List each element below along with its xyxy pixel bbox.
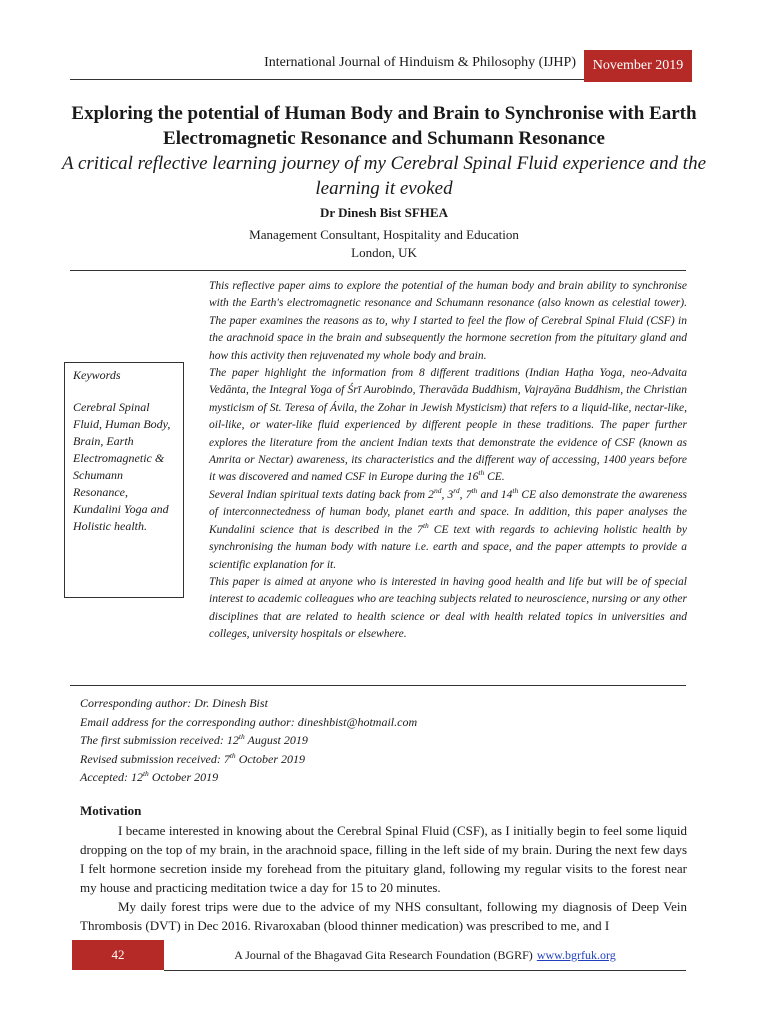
accepted-date: Accepted: 12th October 2019 [80, 769, 219, 784]
keywords-heading: Keywords [73, 368, 121, 382]
first-submission: The first submission received: 12th August 2019 [80, 732, 308, 747]
affiliation-line-1: Management Consultant, Hospitality and Education [249, 227, 519, 242]
paper-title: Exploring the potential of Human Body and Brain to Synchronise with Earth Electromagnetic Resonance and Schumann Resonance [71, 103, 697, 149]
paper-subtitle: A critical reflective learning journey of my Cerebral Spinal Fluid experience and the learning it evoked [61, 153, 707, 199]
abstract-top-rule [70, 270, 686, 271]
author-name: Dr Dinesh Bist SFHEA [320, 205, 448, 220]
section-heading: Motivation [80, 803, 142, 818]
body-paragraph-2: My daily forest trips were due to the advice of my NHS consultant, following my diagnosis of Deep Vein Thrombosis (DVT) in Dec 2016. Rivaroxaban (blood thinner medication) was prescribed to me, and I [80, 899, 687, 933]
footer-link[interactable]: www.bgrfuk.org [536, 947, 616, 962]
abstract-paragraph-2: The paper highlight the information from 8 different traditions (Indian Haṭha Yoga, neo-Advaita Vedānta, the Integral Yoga of Śrī Aurobindo, Theravāda Buddhism, Vajrayāna Buddhism, the Christian mysticism of St. Teresa of Ávila, the Zohar in Jewish Mysticism) that refers to a liquid-like, nectar-like, oil-like, or water-like fluid experienced by different people in these traditions. The paper further explores the literature from the ancient Indian texts that demonstrate the evidence of CSF (known as Amrita or Nectar) awareness, its characteristics and the different way of accessing, 1400 years before it was discovered and named CSF in Europe during the 16th CE. [209, 367, 687, 484]
abstract-paragraph-1: This reflective paper aims to explore the potential of the human body and brain ability to synchronise with the Earth's electromagnetic resonance and Schumann resonance (also known as celestial tower). The paper examines the reasons as to, why I started to feel the flow of Cerebral Spinal Fluid (CSF) in the arachnoid space in the brain and subsequently the hormone secretion from the pituitary gland and how this activity then rejuvenated my whole body and brain. [209, 280, 687, 362]
abstract-bottom-rule [70, 685, 686, 686]
keywords-box [64, 362, 184, 598]
issue-date-badge: November 2019 [584, 50, 692, 82]
corresponding-email: Email address for the corresponding author: dineshbist@hotmail.com [80, 714, 418, 729]
correspondence-block [80, 694, 680, 787]
footer-journal-label: A Journal of the Bhagavad Gita Research Foundation (BGRF) [234, 947, 533, 962]
body-paragraph-1: I became interested in knowing about the Cerebral Spinal Fluid (CSF), as I initially begin to feel some liquid dropping on the top of my brain, in the arachnoid space, filling in the left side of my brain. During the next few days I felt hormone secretion inside my forehead from the pituitary gland, following my regular visits to the forest near my house and practicing meditation twice a day for 15 to 20 minutes. [80, 823, 687, 895]
abstract [209, 278, 687, 644]
abstract-paragraph-3: Several Indian spiritual texts dating back from 2nd, 3rd, 7th and 14th CE also demonstrate the awareness of interconnectedness of human body, planet earth and space. In addition, this paper analyses the Kundalini science that is described in the 7th CE text with regards to achieving holistic health by synchronising the human body with nature i.e. earth and space, and the paper attempts to provide a scientific explanation for it. [209, 486, 688, 571]
keywords-list: Cerebral Spinal Fluid, Human Body, Brain, Earth Electromagnetic & Schumann Resonance, Kundalini Yoga and Holistic health. [73, 400, 171, 533]
author-affiliation [60, 226, 708, 262]
motivation-section [80, 801, 687, 935]
revised-submission: Revised submission received: 7th October 2019 [80, 750, 306, 766]
affiliation-line-2: London, UK [351, 245, 417, 260]
footer-text [164, 940, 686, 970]
footer-rule [164, 970, 686, 971]
page-number: 42 [72, 940, 164, 970]
journal-name: International Journal of Hinduism & Philosophy (IJHP) [264, 55, 576, 70]
abstract-paragraph-4: This paper is aimed at anyone who is interested in having good health and life but will be of special interest to academic colleagues who are teaching subjects related to neuroscience, nursing or any other disciplines that are related to health science or deal with health related topics in universities and colleges, university hospitals or elsewhere. [209, 575, 687, 641]
header-rule [70, 79, 586, 80]
corresponding-author: Corresponding author: Dr. Dinesh Bist [80, 696, 268, 710]
